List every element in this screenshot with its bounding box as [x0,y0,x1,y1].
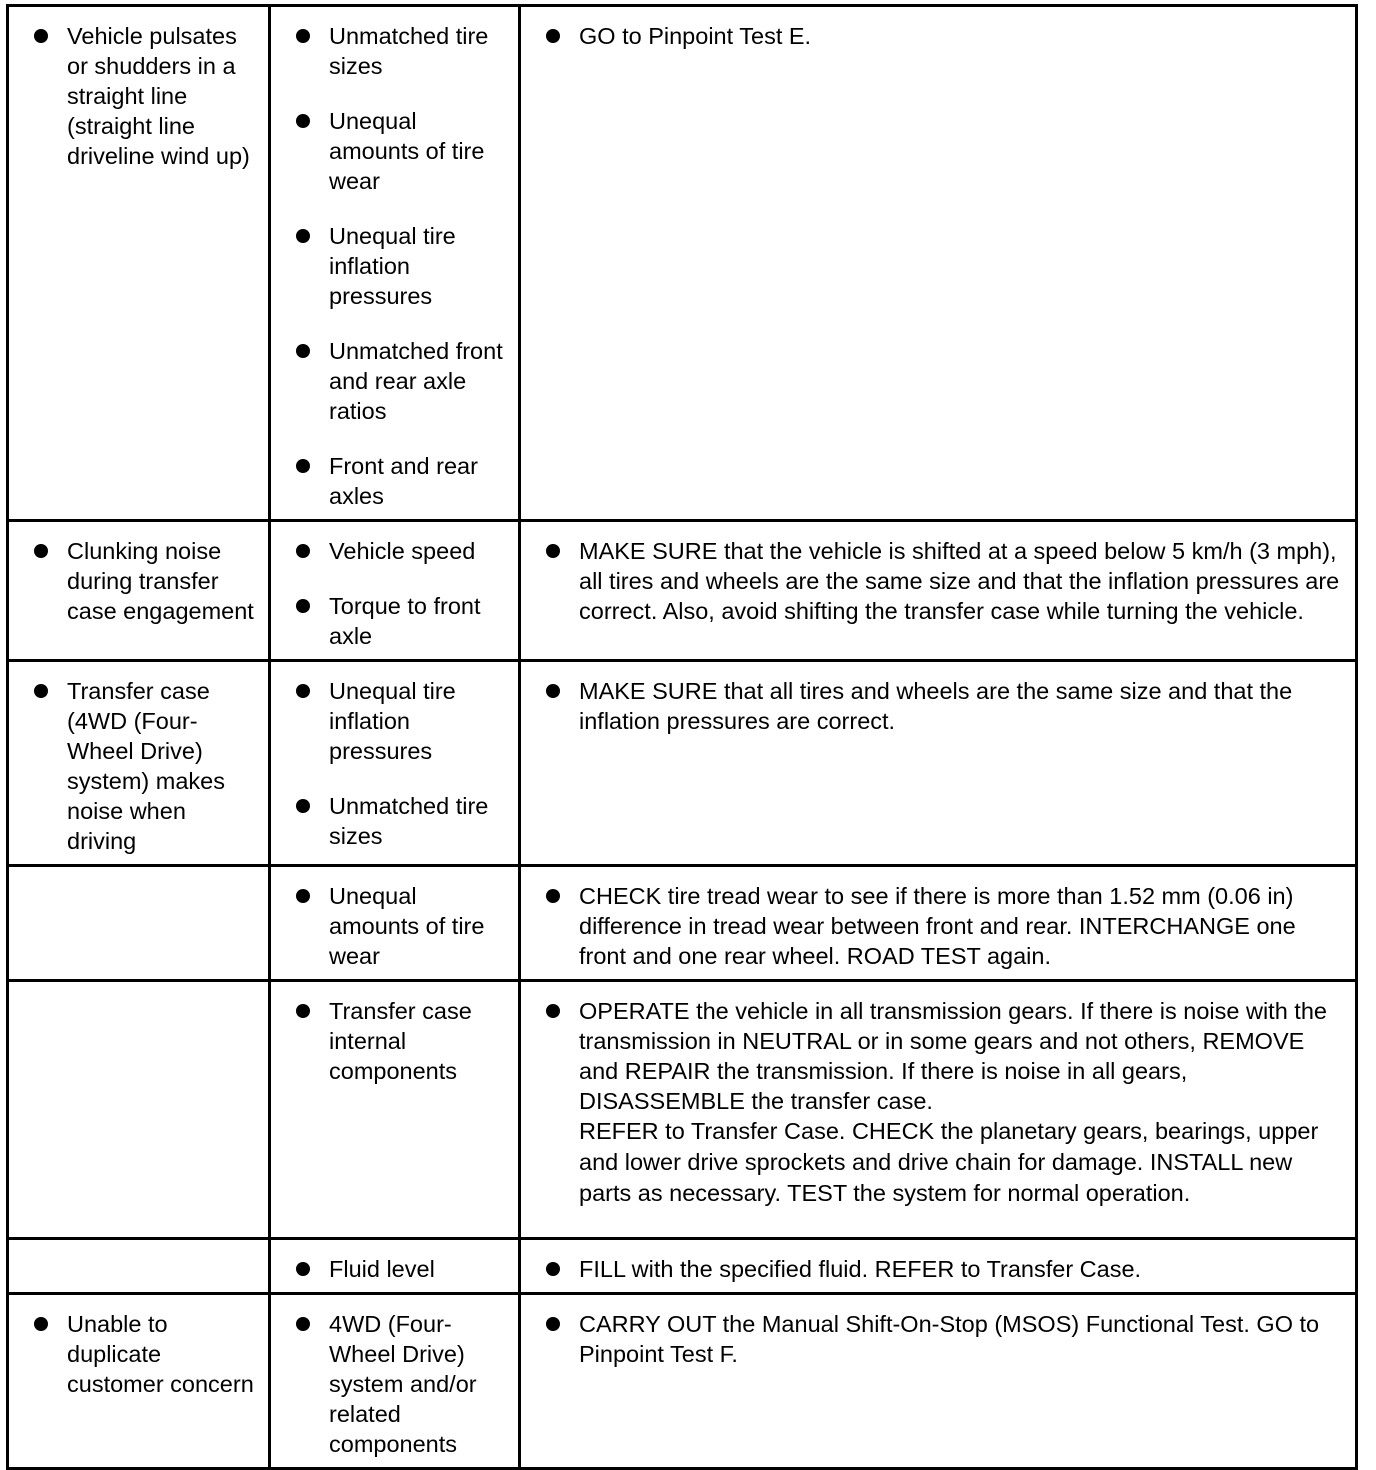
list-item [293,106,510,196]
bullet-icon [546,29,560,43]
condition-text: Unable to duplicate customer concern [67,1311,254,1397]
table-row [8,1294,1357,1469]
action-cell [520,981,1357,1239]
source-list [293,536,510,651]
list-item [293,21,510,81]
action-list [543,881,1347,971]
action-list [543,996,1347,1209]
source-text: Unmatched tire sizes [329,23,489,79]
source-text: 4WD (Four-Wheel Drive) system and/or related components [329,1311,477,1457]
action-cell [520,661,1357,866]
table-row [8,521,1357,661]
bullet-icon [296,799,310,813]
bullet-icon [296,114,310,128]
bullet-icon [296,889,310,903]
list-item [543,676,1347,736]
action-text: OPERATE the vehicle in all transmission gears. If there is noise with the transmission in NEUTRAL or in some gears and not others, REMOVE and REPAIR the transmission. If there is noise in all gears, DISASSEMBLE the transfer case. [579,998,1327,1114]
condition-text: Vehicle pulsates or shudders in a straight line (straight line driveline wind up) [67,23,250,169]
condition-cell [8,866,270,981]
source-text: Front and rear axles [329,453,478,509]
condition-list [31,536,260,626]
list-item [543,1254,1347,1284]
bullet-icon [546,544,560,558]
action-list [543,1254,1347,1284]
list-item [293,451,510,511]
bullet-icon [34,1317,48,1331]
source-text: Unmatched tire sizes [329,793,489,849]
bullet-icon [546,684,560,698]
action-list [543,1309,1347,1369]
list-item [543,536,1347,626]
source-cell [270,521,520,661]
table-row [8,866,1357,981]
bullet-icon [296,1004,310,1018]
list-item [293,1309,510,1459]
list-item [543,21,1347,51]
bullet-icon [546,1004,560,1018]
condition-cell [8,1239,270,1294]
bullet-icon [34,544,48,558]
list-item [293,996,510,1086]
bullet-icon [34,684,48,698]
bullet-icon [296,1317,310,1331]
list-item [293,591,510,651]
condition-cell [8,661,270,866]
action-cell [520,1239,1357,1294]
symptom-chart-body [8,6,1357,1469]
action-text: GO to Pinpoint Test E. [579,23,812,49]
source-list [293,1254,510,1284]
bullet-icon [546,1317,560,1331]
action-text: CHECK tire tread wear to see if there is more than 1.52 mm (0.06 in) difference in tread wear between front and rear. INTERCHANGE one front and one rear wheel. ROAD TEST again. [579,883,1296,969]
source-list [293,996,510,1086]
action-text: FILL with the specified fluid. REFER to Transfer Case. [579,1256,1142,1282]
list-item [543,996,1347,1209]
source-text: Torque to front axle [329,593,481,649]
source-text: Fluid level [329,1256,435,1282]
bullet-icon [296,229,310,243]
action-text: MAKE SURE that the vehicle is shifted at a speed below 5 km/h (3 mph), all tires and wheels are the same size and that the inflation pressures are correct. Also, avoid shifting the transfer case while turning the vehicle. [579,538,1340,624]
bullet-icon [34,29,48,43]
list-item [31,21,260,171]
table-row [8,6,1357,521]
bullet-icon [546,1262,560,1276]
condition-cell [8,981,270,1239]
bullet-icon [296,459,310,473]
table-row [8,661,1357,866]
action-text: CARRY OUT the Manual Shift-On-Stop (MSOS) Functional Test. GO to Pinpoint Test F. [579,1311,1320,1367]
list-item [293,1254,510,1284]
list-item [543,881,1347,971]
list-item [293,536,510,566]
source-list [293,1309,510,1459]
source-cell [270,6,520,521]
source-text: Transfer case internal components [329,998,472,1084]
condition-list [31,676,260,856]
source-cell [270,1294,520,1469]
source-text: Unequal tire inflation pressures [329,678,456,764]
action-list [543,676,1347,736]
source-text: Unequal amounts of tire wear [329,883,485,969]
condition-text: Clunking noise during transfer case engagement [67,538,254,624]
source-list [293,676,510,851]
source-text: Vehicle speed [329,538,476,564]
bullet-icon [296,684,310,698]
list-item [293,221,510,311]
condition-list [31,21,260,171]
bullet-icon [296,1262,310,1276]
condition-cell [8,1294,270,1469]
bullet-icon [296,544,310,558]
list-item [293,881,510,971]
source-cell [270,1239,520,1294]
action-cell [520,1294,1357,1469]
condition-text: Transfer case (4WD (Four-Wheel Drive) system) makes noise when driving [67,678,225,854]
list-item [293,676,510,766]
source-text: Unmatched front and rear axle ratios [329,338,503,424]
action-text: MAKE SURE that all tires and wheels are the same size and that the inflation pressures are correct. [579,678,1293,734]
bullet-icon [296,599,310,613]
condition-cell [8,521,270,661]
action-cell [520,521,1357,661]
action-cell [520,866,1357,981]
source-cell [270,866,520,981]
condition-list [31,1309,260,1399]
bullet-icon [546,889,560,903]
source-list [293,881,510,971]
list-item [543,1309,1347,1369]
list-item [31,1309,260,1399]
symptom-chart-table [6,4,1358,1470]
list-item [31,536,260,626]
source-cell [270,661,520,866]
table-row [8,981,1357,1239]
condition-cell [8,6,270,521]
bullet-icon [296,29,310,43]
source-text: Unequal tire inflation pressures [329,223,456,309]
list-item [293,791,510,851]
table-row [8,1239,1357,1294]
action-list [543,21,1347,51]
list-item [31,676,260,856]
source-cell [270,981,520,1239]
action-list [543,536,1347,626]
action-continuation-text: REFER to Transfer Case. CHECK the planetary gears, bearings, upper and lower drive sprockets and drive chain for damage. INSTALL new parts as necessary. TEST the system for normal operation. [579,1118,1319,1206]
bullet-icon [296,344,310,358]
list-item [293,336,510,426]
source-text: Unequal amounts of tire wear [329,108,485,194]
action-cell [520,6,1357,521]
source-list [293,21,510,511]
